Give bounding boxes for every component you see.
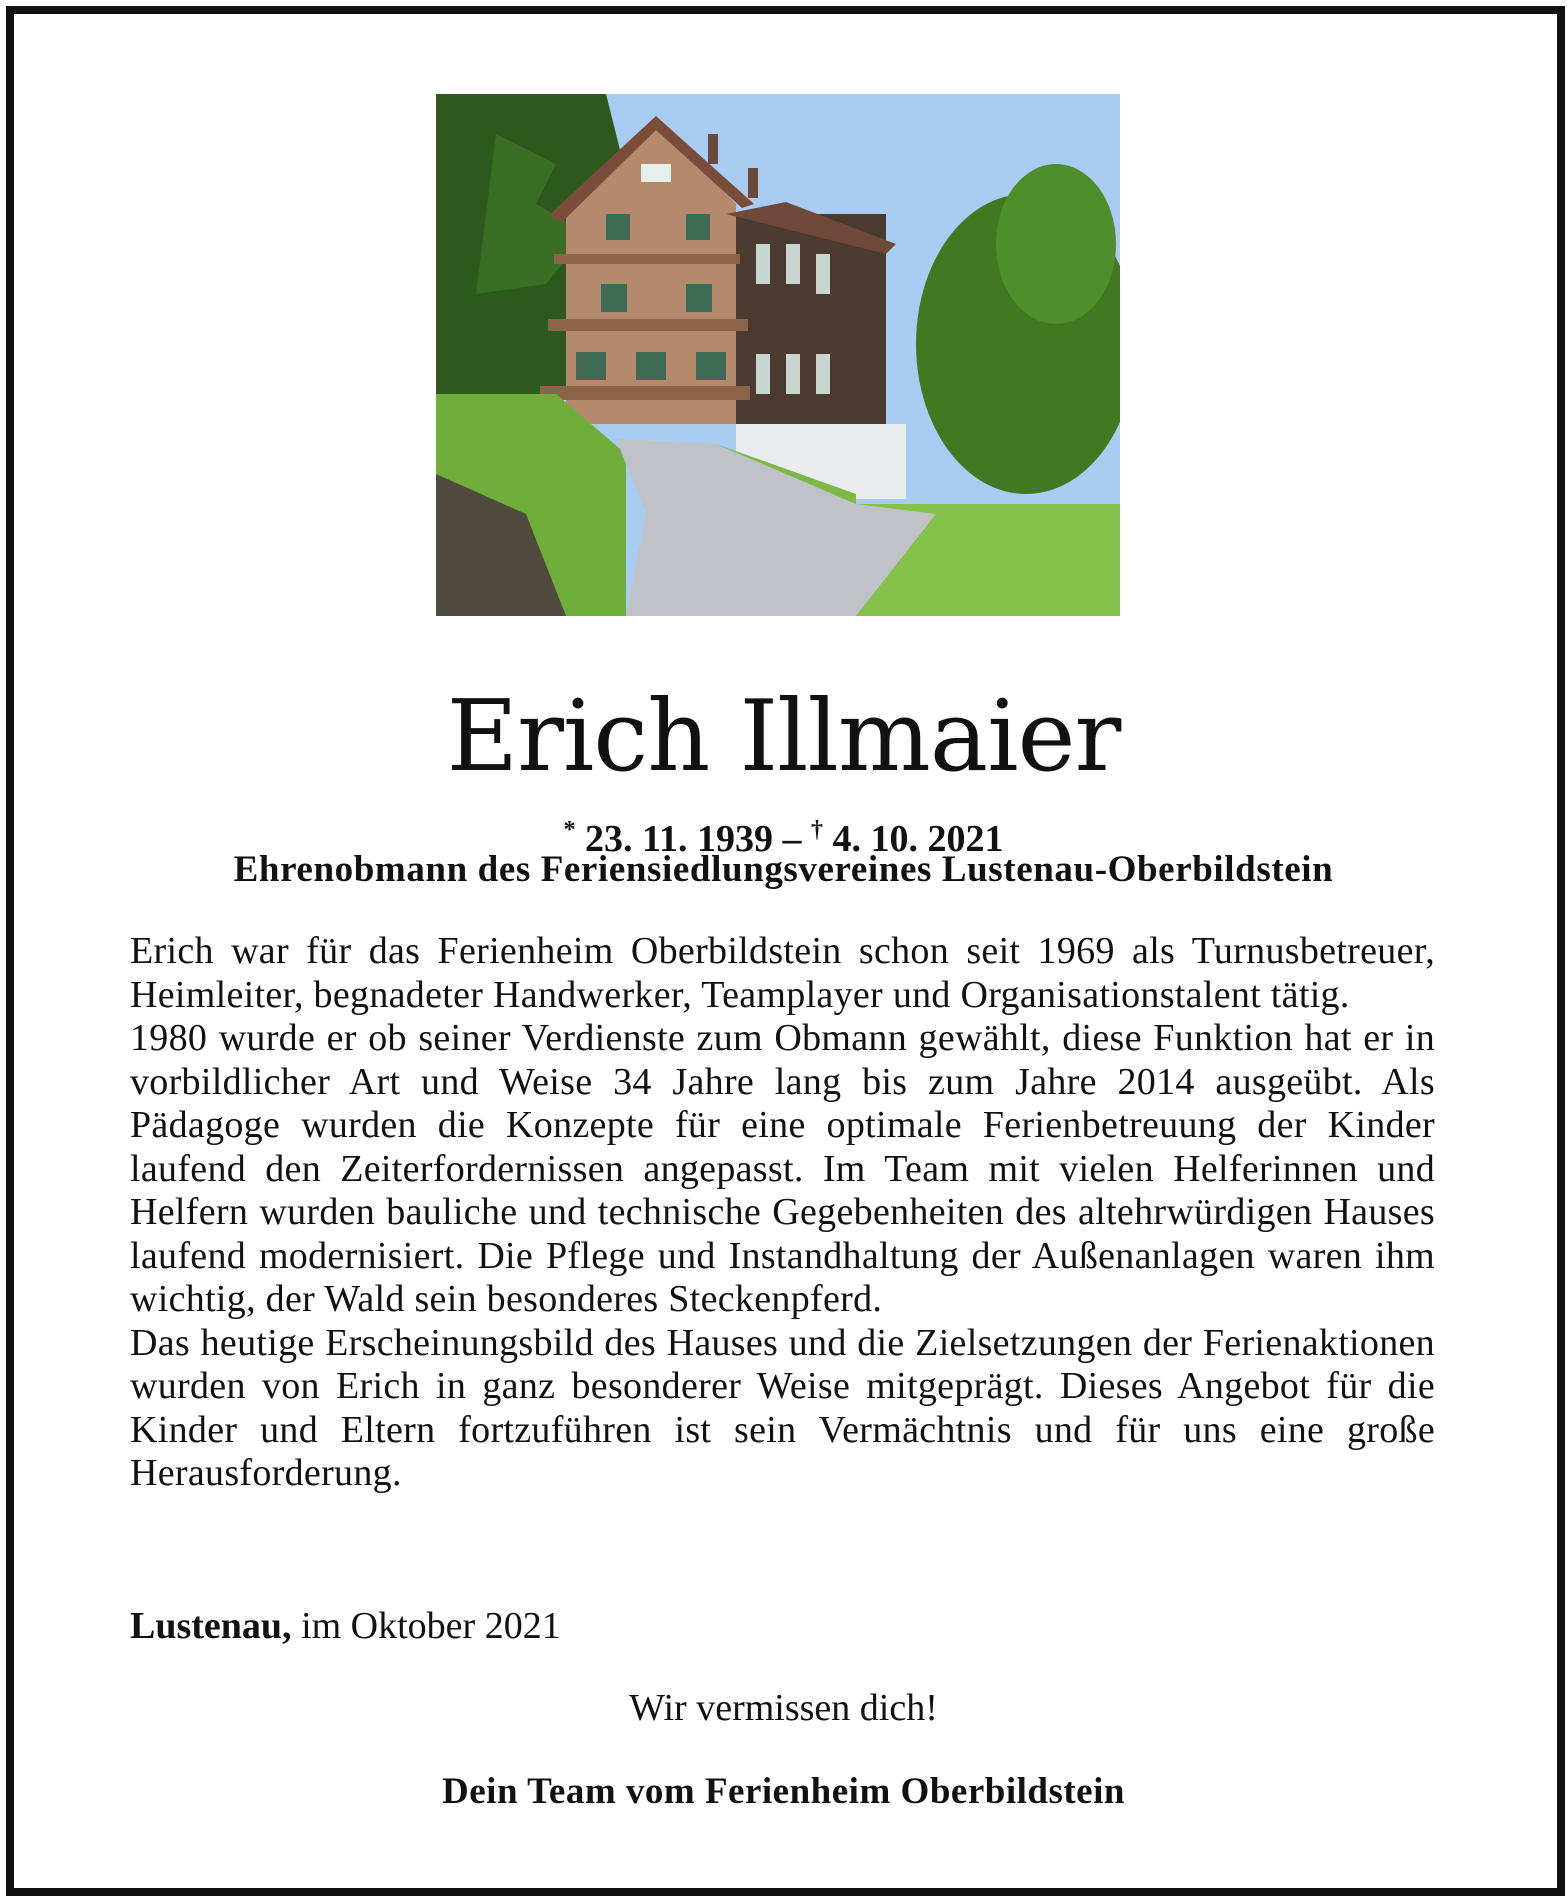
date-separator: – (782, 818, 802, 860)
place-city: Lustenau, (130, 1605, 292, 1647)
birth-date: 23. 11. 1939 (585, 818, 773, 860)
paragraph: Das heutige Erscheinungsbild des Hauses und die Zielsetzungen der Ferienaktionen wurden von Erich in ganz besonderer Weise mitgeprägt. Dieses Angebot für die Kinder und Eltern fortzuführen ist sein Vermächtnis und für uns eine große Herausforderung. (130, 1321, 1435, 1494)
paragraph: 1980 wurde er ob seiner Verdienste zum Obmann gewählt, diese Funktion hat er in vorbildlicher Art und Weise 34 Jahre lang bis zum Jahre 2014 ausgeübt. Als Pädagoge wurden die Konzepte für eine optimale Ferienbetreuung der Kinder laufend den Zeiterfordernissen angepasst. Im Team mit vielen Helferinnen und Helfern wurden bauliche und technische Gegebenheiten des altehrwürdigen Hauses laufend modernisiert. Die Pflege und Instandhaltung der Außenanlagen waren ihm wichtig, der Wald sein besonderes Steckenpferd. (130, 1017, 1435, 1320)
place-date-line (130, 1604, 561, 1648)
deceased-name: Erich Illmaier (446, 680, 1121, 794)
paragraph: Erich war für das Ferienheim Oberbildstein schon seit 1969 als Turnusbetreuer, Heimleiter, begnadeter Handwerker, Teamplayer und Organisationstalent tätig. (130, 930, 1435, 1016)
obituary-text (130, 930, 1435, 1496)
death-date: 4. 10. 2021 (832, 818, 1004, 860)
place-date: im Oktober 2021 (291, 1605, 561, 1647)
honorary-role: Ehrenobmann des Feriensiedlungsvereines Lustenau-Oberbildstein (233, 849, 1334, 890)
birth-symbol: * (563, 817, 576, 843)
house-photo-illustration (436, 94, 1120, 616)
closing-line: Wir vermissen dich! (629, 1687, 938, 1729)
signature: Dein Team vom Ferienheim Oberbildstein (442, 1771, 1125, 1812)
death-symbol: † (810, 817, 823, 843)
house-photo (436, 94, 1120, 616)
